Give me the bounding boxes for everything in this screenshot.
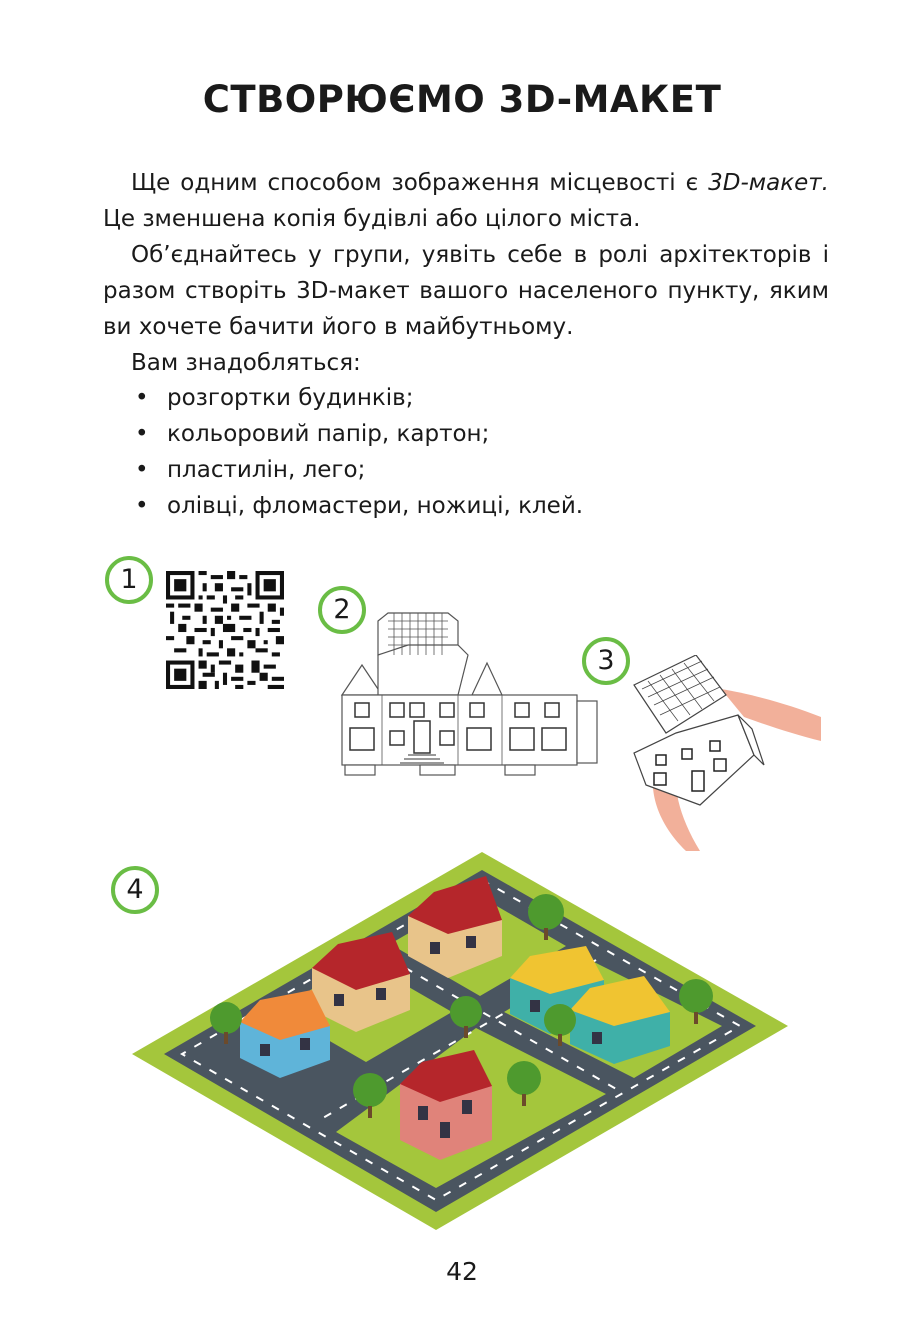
- task-paragraph: Об’єднайтесь у групи, уявіть себе в ролі архітекторів і разом створіть 3D-макет вашого населеного пункту, яким ви хочете бачити його в майбутньому.: [103, 242, 829, 340]
- intro-term: 3D-макет.: [708, 170, 829, 196]
- step-badge-4: 4: [111, 866, 159, 914]
- materials-list: [131, 380, 583, 524]
- page-title: СТВОРЮЄМО 3D-МАКЕТ: [202, 78, 722, 121]
- list-item: • олівці, фломастери, ножиці, клей.: [131, 488, 583, 524]
- materials-intro: Вам знадобляться:: [131, 350, 361, 376]
- qr-code-icon[interactable]: [166, 571, 284, 689]
- page-number: 42: [446, 1257, 478, 1286]
- house-template-icon: [330, 603, 605, 781]
- folding-hands-icon: [626, 655, 826, 855]
- step-badge-2: 2: [318, 586, 366, 634]
- list-item: • розгортки будинків;: [131, 380, 583, 416]
- intro-paragraph: [103, 165, 829, 237]
- city-model-icon: [130, 850, 790, 1232]
- list-item: • пластилін, лего;: [131, 452, 583, 488]
- list-item: • кольоровий папір, картон;: [131, 416, 583, 452]
- step-badge-3: 3: [582, 637, 630, 685]
- step-badge-1: 1: [105, 556, 153, 604]
- intro-text-start: Ще одним способом зображення місцевості є: [131, 170, 709, 196]
- intro-text-end: Це зменшена копія будівлі або цілого міста.: [103, 206, 641, 232]
